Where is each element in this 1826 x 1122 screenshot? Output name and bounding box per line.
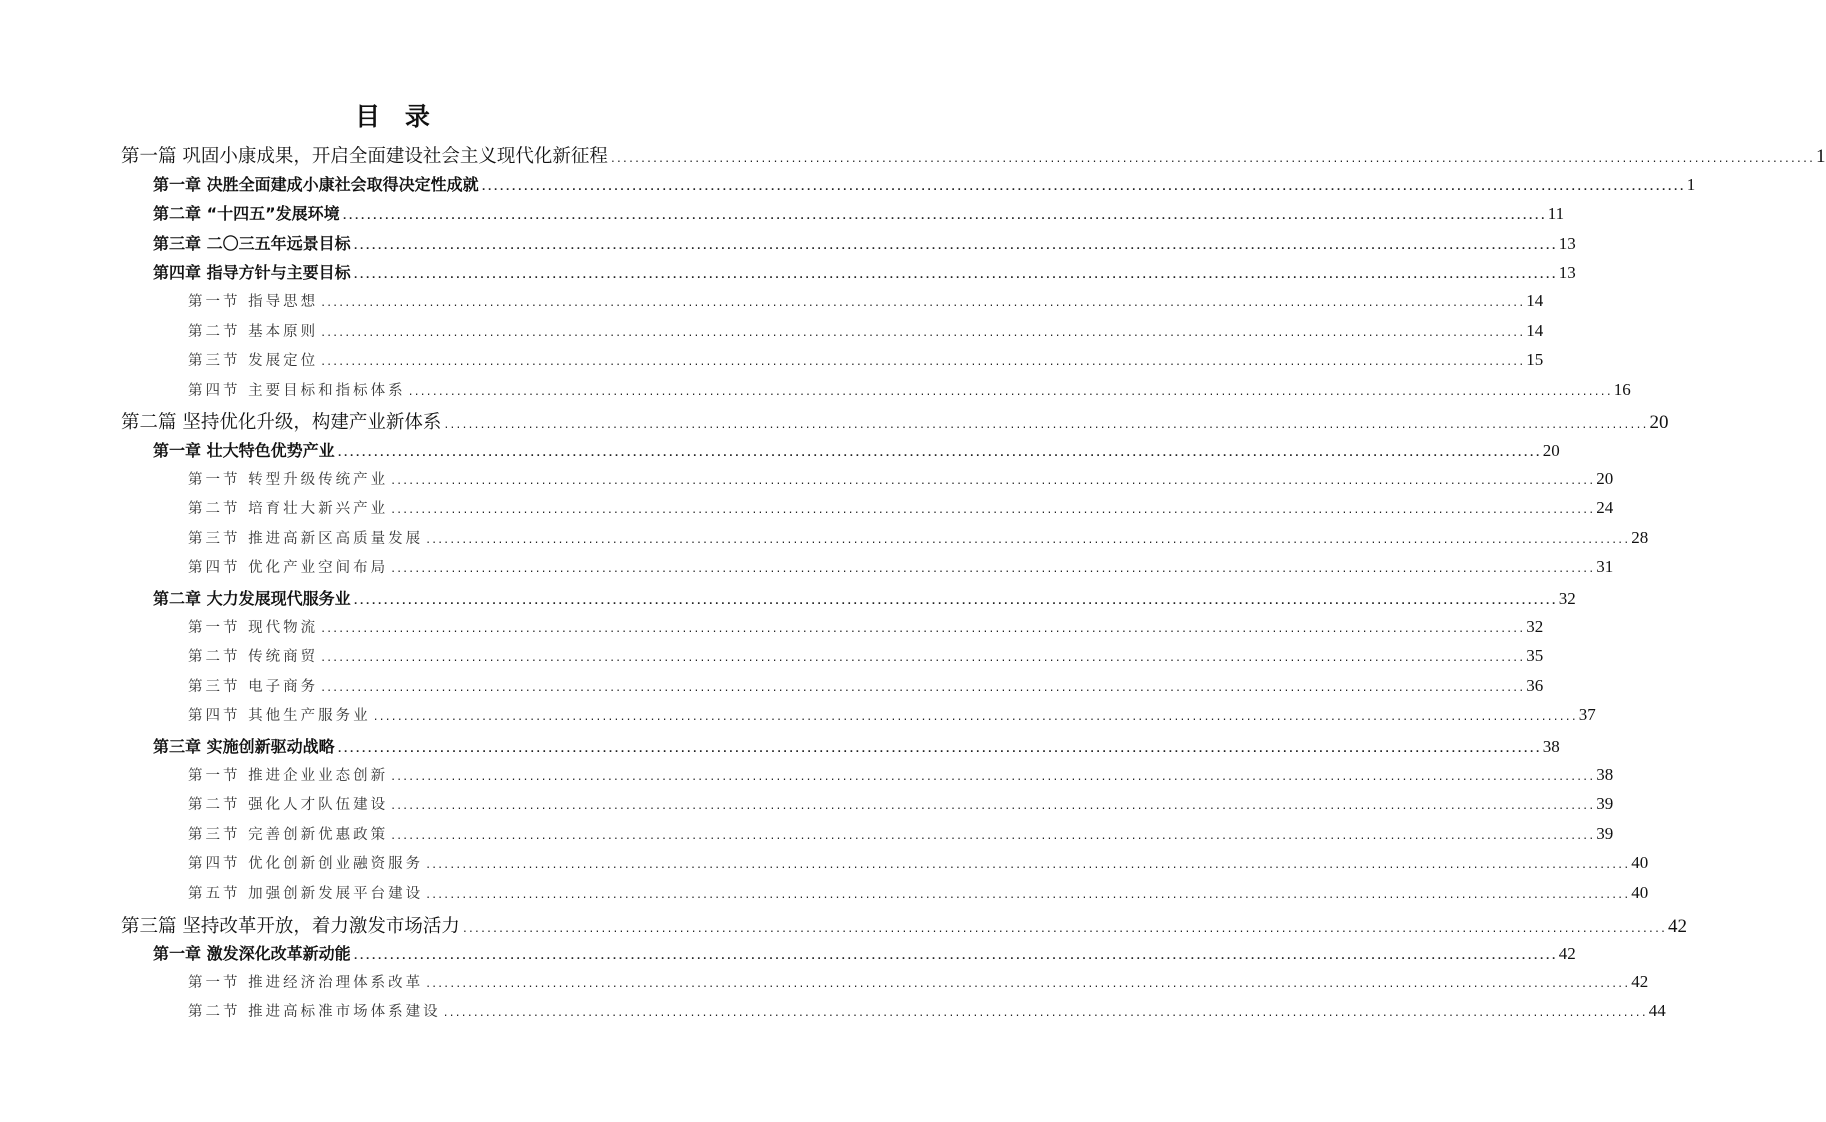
toc-entry-label: 第二节 传统商贸 (188, 649, 319, 666)
toc-leader-dots: ........................................................................................................................................................................................................ (390, 475, 1595, 487)
toc-entry[interactable] (121, 912, 1687, 938)
toc-leader-dots: ........................................................................................................................................................................................................ (320, 298, 1525, 309)
toc-entry-label: 第一节 推进企业业态创新 (188, 767, 389, 784)
toc-entry-page: 1 (1816, 146, 1826, 167)
toc-entry-page: 40 (1631, 883, 1649, 902)
toc-entry-label: 第三篇 坚持改革开放，着力激发市场活力 (121, 915, 460, 937)
toc-entry[interactable] (188, 882, 1649, 903)
toc-leader-dots: ........................................................................................................................................................................................................ (461, 923, 1666, 935)
toc-entry-label: 第五节 加强创新发展平台建设 (188, 886, 424, 902)
toc-entry[interactable] (153, 438, 1560, 461)
toc-entry-label: 第二节 推进高标准市场体系建设 (188, 1004, 441, 1021)
toc-entry[interactable] (188, 1000, 1666, 1021)
toc-entry-label: 第四节 主要目标和指标体系 (188, 382, 406, 399)
toc-entry[interactable] (188, 675, 1544, 696)
toc-entry-label: 第二章 “十四五”发展环境 (153, 204, 340, 224)
toc-entry[interactable] (153, 172, 1696, 195)
toc-entry[interactable] (188, 320, 1544, 341)
toc-leader-dots: ........................................................................................................................................................................................................ (320, 357, 1525, 369)
toc-entry-label: 第三章 实施创新驱动战略 (153, 737, 335, 756)
toc-entry[interactable] (188, 497, 1614, 518)
toc-entry[interactable] (188, 852, 1649, 873)
toc-leader-dots: ........................................................................................................................................................................................................ (609, 154, 1814, 165)
toc-leader-dots: ........................................................................................................................................................................................................ (480, 181, 1685, 193)
toc-entry-page: 38 (1542, 737, 1560, 756)
toc-entry-label: 第三节 发展定位 (188, 353, 319, 370)
toc-entry[interactable] (188, 616, 1544, 637)
toc-entry[interactable] (153, 941, 1576, 964)
toc-leader-dots: ........................................................................................................................................................................................................ (425, 978, 1630, 990)
toc-entry-page: 15 (1526, 350, 1544, 370)
toc-leader-dots: ........................................................................................................................................................................................................ (442, 1008, 1647, 1020)
toc-entry-page: 42 (1631, 971, 1649, 991)
toc-entry-label: 第三章 二〇三五年远景目标 (153, 233, 351, 253)
toc-entry[interactable] (153, 201, 1565, 224)
toc-entry-page: 28 (1631, 527, 1649, 547)
toc-entry[interactable] (188, 764, 1614, 785)
toc-entry[interactable] (188, 290, 1544, 311)
toc-entry-label: 第二节 基本原则 (188, 323, 319, 340)
toc-leader-dots: ........................................................................................................................................................................................................ (390, 505, 1595, 517)
toc-entry[interactable] (188, 379, 1631, 400)
toc-entry-label: 第一章 激发深化改革新动能 (153, 944, 351, 964)
toc-entry-page: 20 (1649, 412, 1669, 434)
toc-entry-label: 第二节 培育壮大新兴产业 (188, 501, 389, 518)
toc-entry-page: 24 (1596, 498, 1614, 518)
toc-entry-label: 第二节 强化人才队伍建设 (188, 797, 389, 814)
toc-entry-page: 13 (1558, 263, 1576, 283)
toc-entry[interactable] (188, 645, 1544, 666)
toc-entry-label: 第一节 推进经济治理体系改革 (188, 974, 424, 991)
toc-leader-dots: ........................................................................................................................................................................................................ (425, 534, 1630, 546)
toc-leader-dots: ........................................................................................................................................................................................................ (320, 682, 1525, 694)
toc-leader-dots: ........................................................................................................................................................................................................ (320, 653, 1525, 665)
toc-entry[interactable] (153, 734, 1560, 757)
toc-entry-page: 36 (1526, 675, 1544, 695)
toc-entry-page: 13 (1558, 233, 1576, 253)
toc-entry[interactable] (188, 793, 1614, 814)
toc-entry-label: 第一节 转型升级传统产业 (188, 471, 389, 488)
toc-entry-page: 35 (1526, 646, 1544, 666)
toc-entry-label: 第四节 优化创新创业融资服务 (188, 856, 424, 873)
toc-leader-dots: ........................................................................................................................................................................................................ (425, 890, 1630, 901)
toc-entry[interactable] (188, 527, 1649, 548)
toc-entry-page: 44 (1648, 1001, 1666, 1021)
toc-leader-dots: ........................................................................................................................................................................................................ (390, 564, 1595, 576)
toc-leader-dots: ........................................................................................................................................................................................................ (352, 951, 1557, 963)
toc-entry-label: 第一节 指导思想 (188, 294, 319, 310)
toc-entry-page: 37 (1578, 705, 1596, 725)
toc-entry-page: 32 (1558, 589, 1576, 608)
toc-leader-dots: ........................................................................................................................................................................................................ (390, 801, 1595, 813)
toc-leader-dots: ........................................................................................................................................................................................................ (352, 270, 1557, 282)
page-title: 目 录 (355, 102, 438, 131)
toc-leader-dots: ........................................................................................................................................................................................................ (407, 386, 1612, 398)
toc-leader-dots: ........................................................................................................................................................................................................ (341, 211, 1546, 223)
toc-entry-label: 第四节 优化产业空间布局 (188, 560, 389, 577)
toc-entry-page: 38 (1596, 764, 1614, 784)
toc-entry[interactable] (188, 823, 1614, 844)
toc-leader-dots: ........................................................................................................................................................................................................ (390, 771, 1595, 783)
toc-entry-page: 40 (1631, 853, 1649, 873)
toc-entry-label: 第三节 电子商务 (188, 678, 319, 695)
toc-leader-dots: ........................................................................................................................................................................................................ (320, 327, 1525, 339)
toc-leader-dots: ........................................................................................................................................................................................................ (352, 596, 1557, 607)
toc-leader-dots: ........................................................................................................................................................................................................ (320, 623, 1525, 635)
toc-entry-page: 42 (1558, 944, 1576, 964)
toc-entry[interactable] (153, 260, 1576, 283)
toc-entry-page: 11 (1547, 204, 1565, 224)
toc-entry-label: 第四章 指导方针与主要目标 (153, 263, 351, 283)
toc-entry[interactable] (121, 408, 1669, 434)
toc-entry[interactable] (153, 586, 1576, 609)
toc-entry[interactable] (188, 349, 1544, 370)
toc-entry-page: 39 (1596, 794, 1614, 814)
toc-entry-label: 第三节 推进高新区高质量发展 (188, 530, 424, 547)
toc-entry-page: 42 (1668, 915, 1687, 937)
toc-entry-page: 14 (1526, 291, 1544, 310)
toc-entry[interactable] (188, 468, 1614, 489)
toc-entry-label: 第一章 决胜全面建成小康社会取得决定性成就 (153, 174, 479, 194)
toc-leader-dots: ........................................................................................................................................................................................................ (336, 744, 1541, 755)
toc-entry-label: 第一节 现代物流 (188, 619, 319, 636)
toc-leader-dots: ........................................................................................................................................................................................................ (443, 420, 1648, 432)
toc-entry-page: 32 (1526, 616, 1544, 636)
toc-entry-page: 1 (1686, 174, 1696, 194)
toc-entry-page: 20 (1542, 441, 1560, 460)
toc-leader-dots: ........................................................................................................................................................................................................ (372, 712, 1577, 724)
toc-leader-dots: ........................................................................................................................................................................................................ (352, 240, 1557, 252)
toc-entry[interactable] (153, 231, 1576, 254)
toc-entry-label: 第四节 其他生产服务业 (188, 708, 371, 725)
toc-entry-label: 第二章 大力发展现代服务业 (153, 589, 351, 608)
toc-leader-dots: ........................................................................................................................................................................................................ (425, 860, 1630, 872)
toc-entry-page: 20 (1596, 468, 1614, 488)
toc-entry-label: 第一篇 巩固小康成果，开启全面建设社会主义现代化新征程 (121, 146, 608, 167)
toc-entry-page: 16 (1613, 379, 1631, 399)
toc-entry-page: 31 (1596, 557, 1614, 577)
toc-entry-label: 第二篇 坚持优化升级，构建产业新体系 (121, 412, 442, 434)
toc-entry[interactable] (188, 704, 1596, 725)
toc-leader-dots: ........................................................................................................................................................................................................ (336, 448, 1541, 459)
toc-entry-label: 第一章 壮大特色优势产业 (153, 441, 335, 460)
toc-entry-page: 39 (1596, 823, 1614, 843)
toc-leader-dots: ........................................................................................................................................................................................................ (390, 830, 1595, 842)
toc-entry-page: 14 (1526, 320, 1544, 340)
toc-entry-label: 第三节 完善创新优惠政策 (188, 826, 389, 843)
toc-entry[interactable] (121, 142, 1826, 168)
toc-entry[interactable] (188, 556, 1614, 577)
toc-entry[interactable] (188, 971, 1649, 992)
